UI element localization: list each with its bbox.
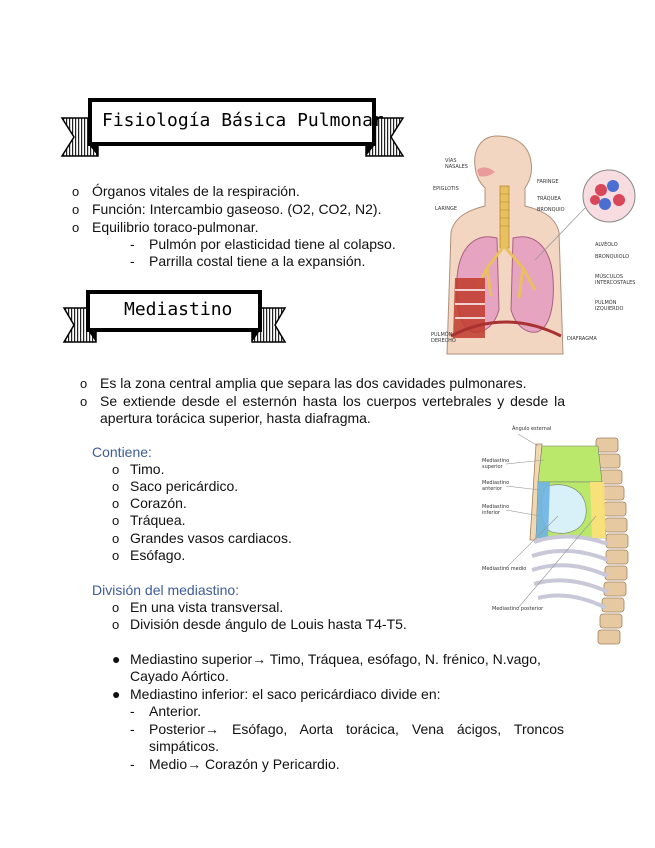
bullet-circle-icon: o bbox=[112, 600, 120, 615]
bullet-circle-icon: o bbox=[112, 479, 120, 494]
label-bronquiolo: BRONQUIOLO bbox=[595, 254, 630, 260]
dash-marker: - bbox=[130, 703, 135, 719]
label-mediastino-anterior: Mediastino anterior bbox=[482, 480, 510, 492]
dash-marker: - bbox=[130, 253, 135, 269]
list-item: Equilibrio toraco-pulmonar. bbox=[92, 219, 259, 235]
list-item: Timo. bbox=[130, 461, 165, 477]
bullet-circle-icon: o bbox=[80, 376, 88, 391]
list-item: Tráquea. bbox=[130, 512, 186, 528]
label-mediastino-superior: Mediastino superior bbox=[482, 458, 510, 470]
contiene-heading: Contiene: bbox=[92, 444, 152, 460]
label-alveolo: ALVÉOLO bbox=[595, 242, 618, 248]
bullet-circle-icon: o bbox=[72, 184, 80, 199]
mediastinum-figure bbox=[478, 420, 643, 650]
list-item: Corazón. bbox=[130, 495, 187, 511]
bullet-dot-icon: ● bbox=[112, 651, 121, 667]
dash-marker: - bbox=[130, 236, 135, 252]
bullet-circle-icon: o bbox=[112, 617, 120, 632]
dash-marker: - bbox=[130, 756, 135, 772]
label-laringe: LARINGE bbox=[435, 206, 458, 212]
label-traquea: TRÁQUEA bbox=[537, 196, 561, 202]
banner-title: Mediastino bbox=[124, 299, 233, 320]
mediastino-inferior-item: Mediastino inferior: el saco pericárdiaco divide en: bbox=[130, 686, 441, 702]
label-bronquio: BRONQUIO bbox=[537, 207, 565, 213]
label-epiglotis: EPIGLOTIS bbox=[433, 186, 459, 192]
label-pulmon-izquierdo: PULMÓN IZQUIERDO bbox=[595, 300, 624, 312]
banner-title: Fisiología Básica Pulmonar bbox=[102, 110, 384, 131]
label-mediastino-medio: Mediastino medio bbox=[482, 566, 527, 572]
bullet-circle-icon: o bbox=[112, 531, 120, 546]
sub-list-item: Pulmón por elasticidad tiene al colapso. bbox=[149, 236, 396, 252]
banner-ribbon-graphic bbox=[60, 98, 405, 168]
division-heading: División del mediastino: bbox=[92, 582, 240, 598]
dash-marker: - bbox=[130, 721, 135, 737]
list-item: División desde ángulo de Louis hasta T4-T5. bbox=[130, 616, 407, 632]
list-item: Órganos vitales de la respiración. bbox=[92, 183, 300, 199]
sub-list-item: Parrilla costal tiene a la expansión. bbox=[149, 253, 366, 269]
bullet-dot-icon: ● bbox=[112, 686, 121, 702]
title-banner-fisiologia bbox=[60, 98, 405, 168]
bullet-circle-icon: o bbox=[112, 548, 120, 563]
bullet-circle-icon: o bbox=[112, 496, 120, 511]
list-item: Es la zona central amplia que separa las dos cavidades pulmonares. bbox=[100, 375, 527, 391]
label-vias-nasales: VÍAS NASALES bbox=[445, 158, 468, 170]
label-mediastino-posterior: Mediastino posterior bbox=[492, 606, 544, 612]
label-musculos-intercostales: MÚSCULOS INTERCOSTALES bbox=[595, 274, 636, 286]
list-item: Se extiende desde el esternón hasta los cuerpos vertebrales y desde la apertura torácica superior, hasta diafragma. bbox=[100, 393, 565, 426]
label-mediastino-inferior: Mediastino inferior bbox=[482, 504, 510, 516]
list-item: Saco pericárdico. bbox=[130, 478, 239, 494]
bullet-circle-icon: o bbox=[72, 202, 80, 217]
title-banner-mediastino bbox=[62, 290, 287, 350]
label-pulmon-derecho: PULMÓN DERECHO bbox=[431, 332, 456, 344]
bullet-circle-icon: o bbox=[112, 462, 120, 477]
label-faringe: FARINGE bbox=[537, 179, 559, 185]
mediastino-superior-item: Mediastino superior→ Timo, Tráquea, esófago, N. frénico, N.vago, Cayado Aórtico. bbox=[130, 651, 541, 684]
bullet-circle-icon: o bbox=[72, 220, 80, 235]
sub-list-item: Medio→ Corazón y Pericardio. bbox=[149, 756, 340, 772]
list-item: Función: Intercambio gaseoso. (O2, CO2, N2). bbox=[92, 201, 382, 217]
list-item: Grandes vasos cardiacos. bbox=[130, 530, 292, 546]
list-item: En una vista transversal. bbox=[130, 599, 284, 615]
mediastinum-anatomy-illustration bbox=[478, 420, 643, 650]
sub-list-item: Posterior→ Esófago, Aorta torácica, Vena ácigos, Troncos simpáticos. bbox=[149, 721, 564, 754]
respiratory-system-figure bbox=[425, 128, 650, 356]
sub-list-item: Anterior. bbox=[149, 703, 202, 719]
list-item: Esófago. bbox=[130, 547, 186, 563]
bullet-circle-icon: o bbox=[80, 394, 88, 409]
bullet-circle-icon: o bbox=[112, 513, 120, 528]
label-angulo-esternal: Ángulo esternal bbox=[512, 426, 552, 432]
label-diafragma: DIAFRAGMA bbox=[567, 336, 597, 342]
